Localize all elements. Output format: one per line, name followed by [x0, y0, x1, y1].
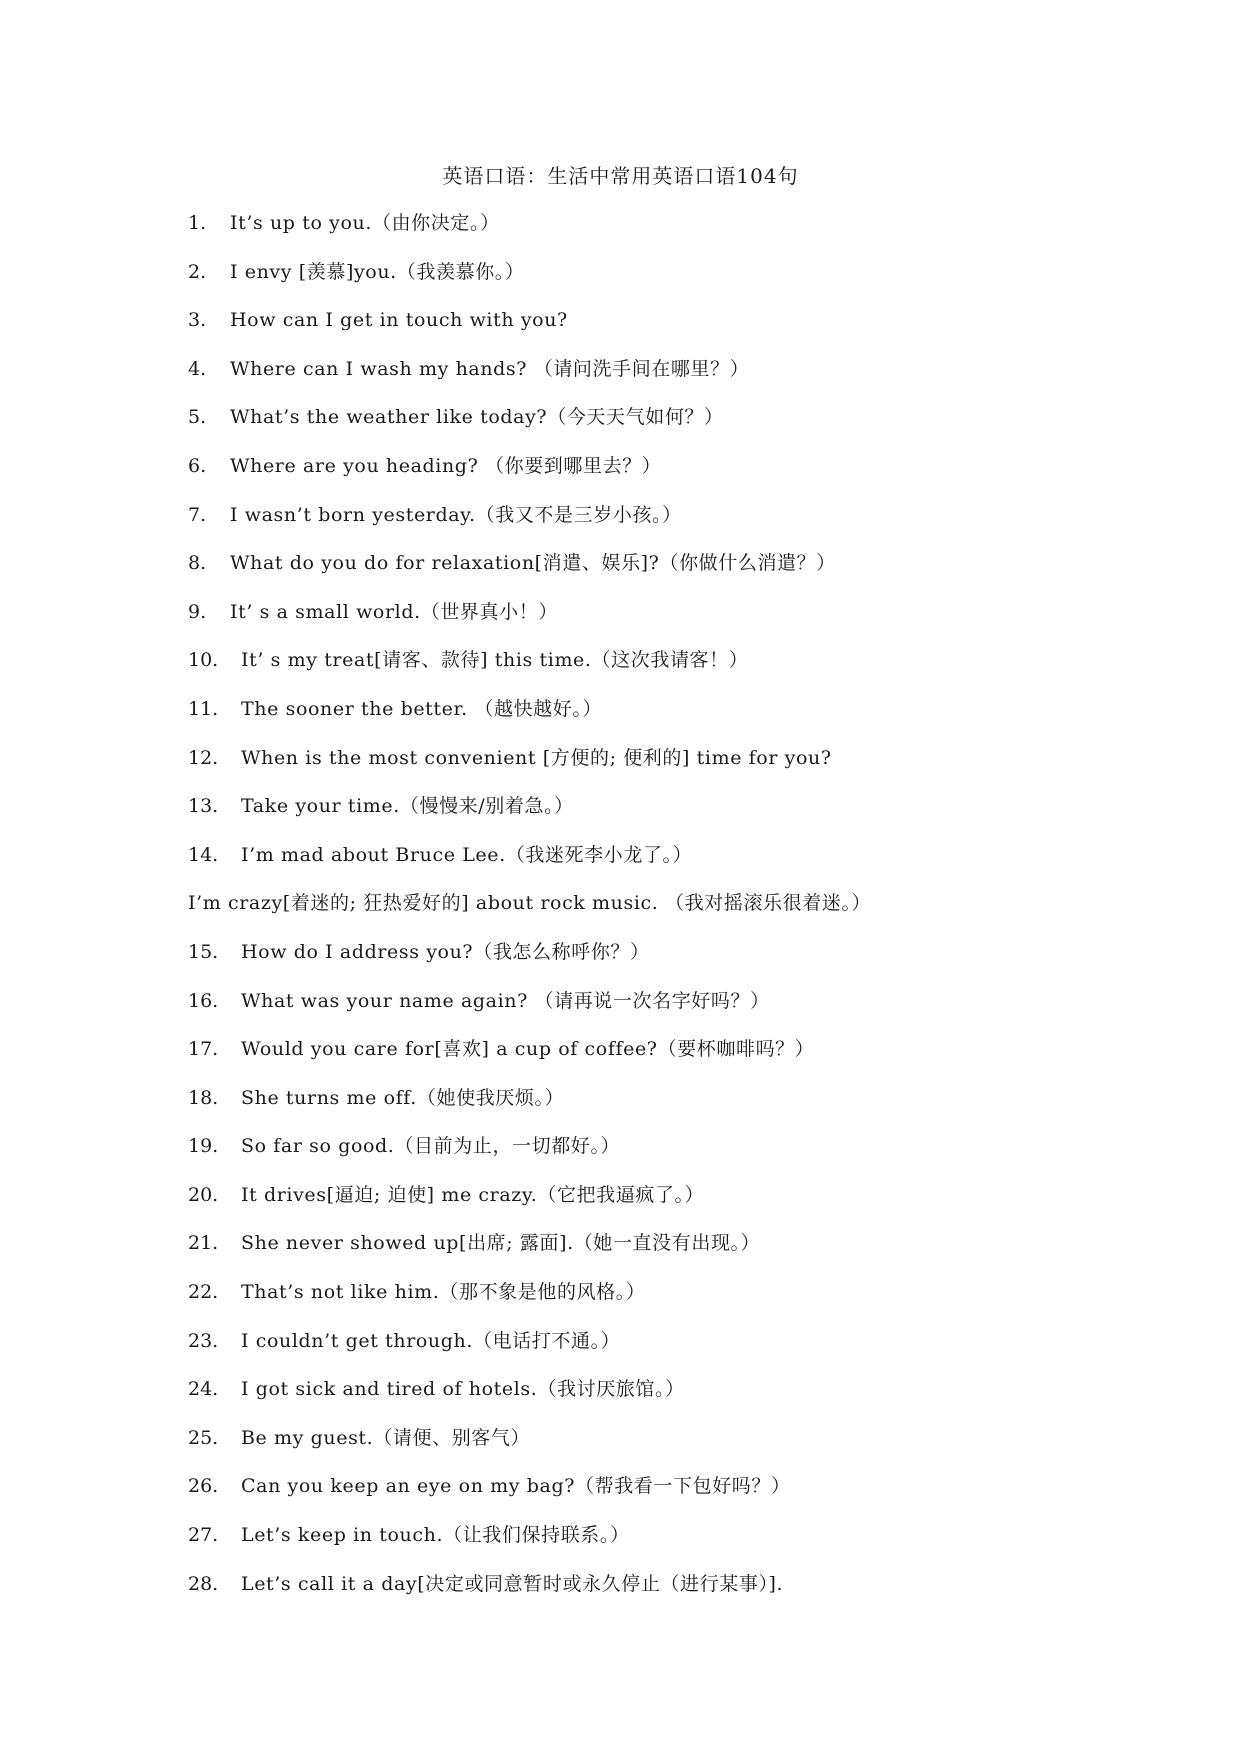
item-text: Be my guest.（请便、别客气）: [241, 1426, 531, 1449]
item-number: 25.: [188, 1426, 219, 1449]
item-number: 3.: [188, 309, 207, 332]
list-item: [188, 647, 1198, 696]
item-number: 7.: [188, 503, 207, 526]
item-number: 12.: [188, 746, 219, 769]
item-text: I’m crazy[着迷的; 狂热爱好的] about rock music. （我对摇滚乐很着迷。）: [188, 892, 872, 915]
item-text: Take your time.（慢慢来/别着急。）: [241, 795, 574, 818]
item-number: 26.: [188, 1475, 219, 1498]
item-text: Where are you heading? （你要到哪里去？）: [230, 454, 662, 477]
item-number: 5.: [188, 406, 207, 429]
list-item: [188, 210, 1198, 259]
list-item: [188, 1328, 1198, 1377]
list-item: [188, 1182, 1198, 1231]
item-text: When is the most convenient [方便的; 便利的] time for you?: [241, 746, 832, 769]
item-text: How can I get in touch with you?: [230, 309, 568, 332]
item-text: Where can I wash my hands? （请问洗手间在哪里？）: [230, 357, 750, 380]
item-text: She turns me off.（她使我厌烦。）: [241, 1086, 565, 1109]
item-text: Let’s keep in touch.（让我们保持联系。）: [241, 1524, 630, 1547]
item-number: 9.: [188, 600, 207, 623]
list-item: [188, 842, 1198, 891]
item-number: 8.: [188, 552, 207, 575]
item-number: 23.: [188, 1329, 219, 1352]
item-number: 15.: [188, 940, 219, 963]
item-text: That’s not like him.（那不象是他的风格。）: [241, 1281, 646, 1304]
item-text: It drives[逼迫; 迫使] me crazy.（它把我逼疯了。）: [241, 1183, 705, 1206]
item-text: How do I address you?（我怎么称呼你？）: [241, 940, 650, 963]
item-text: Let’s call it a day[决定或同意暂时或永久停止（进行某事）].: [241, 1572, 784, 1595]
list-item: [188, 988, 1198, 1037]
item-text: What’s the weather like today?（今天天气如何？）: [230, 406, 724, 429]
list-item: [188, 453, 1198, 502]
item-number: 19.: [188, 1135, 219, 1158]
list-item: [188, 307, 1198, 356]
list-item: [188, 1279, 1198, 1328]
item-number: 10.: [188, 649, 219, 672]
item-number: 17.: [188, 1038, 219, 1061]
item-number: 1.: [188, 212, 207, 234]
item-number: 24.: [188, 1378, 219, 1401]
item-number: 2.: [188, 260, 207, 283]
list-item: [188, 793, 1198, 842]
item-text: Can you keep an eye on my bag?（帮我看一下包好吗？）: [241, 1475, 791, 1498]
item-text: It’ s a small world.（世界真小！）: [230, 600, 558, 623]
item-number: 22.: [188, 1281, 219, 1304]
list-item: [188, 1230, 1198, 1279]
list-item: [188, 404, 1198, 453]
list-item: [188, 696, 1198, 745]
list-item: [188, 599, 1198, 648]
list-item: [188, 890, 1198, 939]
item-number: 14.: [188, 843, 219, 866]
list-item: [188, 939, 1198, 988]
item-text: What was your name again? （请再说一次名字好吗？）: [241, 989, 770, 1012]
item-number: 20.: [188, 1183, 219, 1206]
item-text: It’ s my treat[请客、款待] this time.（这次我请客！）: [241, 649, 749, 672]
list-item: [188, 1085, 1198, 1134]
list-item: [188, 745, 1198, 794]
list-item: [188, 550, 1198, 599]
list-item: [188, 1036, 1198, 1085]
item-text: I envy [羡慕]you.（我羡慕你。）: [230, 260, 525, 283]
item-text: What do you do for relaxation[消遣、娱乐]?（你做什么消遣？）: [230, 552, 836, 575]
item-number: 13.: [188, 795, 219, 818]
phrase-list: [188, 210, 1198, 1619]
list-item: [188, 259, 1198, 308]
item-text: It’s up to you.（由你决定。）: [230, 212, 500, 234]
list-item: [188, 1473, 1198, 1522]
item-text: I couldn’t get through.（电话打不通。）: [241, 1329, 621, 1352]
item-number: 27.: [188, 1524, 219, 1547]
item-number: 6.: [188, 454, 207, 477]
item-text: She never showed up[出席; 露面].（她一直没有出现。）: [241, 1232, 761, 1255]
list-item: [188, 1522, 1198, 1571]
page-title: 英语口语：生活中常用英语口语104句: [442, 164, 799, 188]
item-number: 28.: [188, 1572, 219, 1595]
item-number: 11.: [188, 697, 219, 720]
item-number: 16.: [188, 989, 219, 1012]
list-item: [188, 356, 1198, 405]
list-item: [188, 1571, 1198, 1620]
list-item: [188, 1133, 1198, 1182]
item-text: I wasn’t born yesterday.（我又不是三岁小孩。）: [230, 503, 682, 526]
item-number: 4.: [188, 357, 207, 380]
list-item: [188, 1425, 1198, 1474]
item-text: Would you care for[喜欢] a cup of coffee?（要杯咖啡吗？）: [241, 1038, 815, 1061]
list-item: [188, 1376, 1198, 1425]
item-text: So far so good.（目前为止，一切都好。）: [241, 1135, 621, 1158]
item-text: The sooner the better. （越快越好。）: [241, 697, 603, 720]
item-number: 21.: [188, 1232, 219, 1255]
item-text: I’m mad about Bruce Lee.（我迷死李小龙了。）: [241, 843, 693, 866]
item-number: 18.: [188, 1086, 219, 1109]
list-item: [188, 502, 1198, 551]
item-text: I got sick and tired of hotels.（我讨厌旅馆。）: [241, 1378, 685, 1401]
